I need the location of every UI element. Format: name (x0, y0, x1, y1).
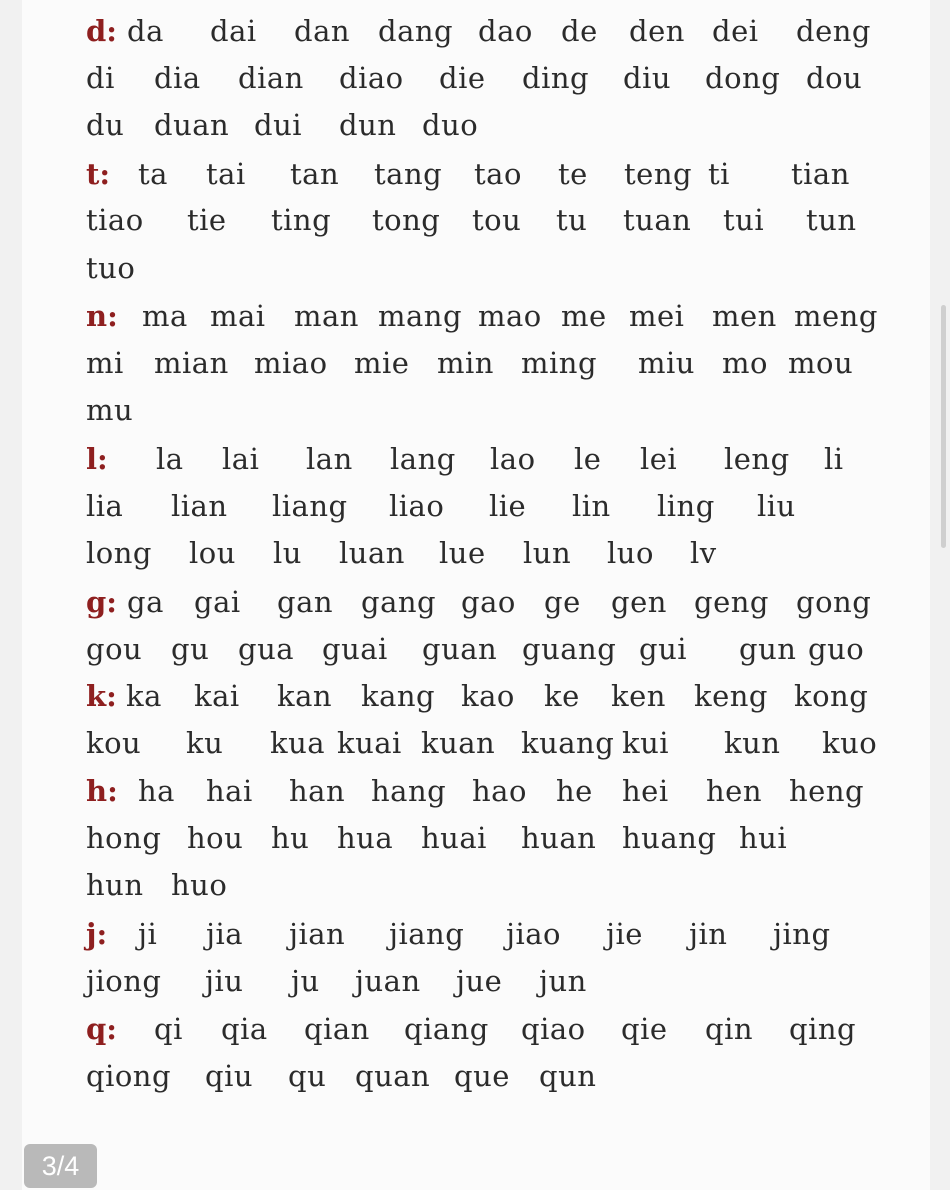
pinyin-syllable: mo (722, 346, 768, 380)
pinyin-syllable: gai (194, 585, 241, 619)
initial-label: l: (86, 442, 108, 476)
pinyin-syllable: tang (374, 157, 443, 191)
pinyin-syllable: lu (273, 536, 302, 570)
pinyin-syllable: gua (238, 632, 295, 666)
initial-label: k: (86, 679, 117, 713)
pinyin-syllable: me (561, 299, 607, 333)
initial-label: g: (86, 585, 117, 619)
pinyin-syllable: dou (806, 61, 863, 95)
pinyin-line (86, 11, 871, 51)
pinyin-line (86, 200, 866, 240)
pinyin-syllable: kuang (521, 726, 615, 760)
pinyin-syllable: huan (521, 821, 597, 855)
pinyin-syllable: te (558, 157, 588, 191)
pinyin-syllable: jiang (389, 917, 465, 951)
pinyin-syllable: huang (622, 821, 717, 855)
pinyin-syllable: gao (461, 585, 516, 619)
pinyin-syllable: mei (629, 299, 685, 333)
pinyin-syllable: mie (354, 346, 410, 380)
pinyin-syllable: ji (138, 917, 158, 951)
pinyin-syllable: ting (271, 203, 332, 237)
pinyin-line (86, 343, 866, 383)
pinyin-line (86, 486, 866, 526)
pinyin-syllable: tai (206, 157, 246, 191)
pinyin-syllable: hen (706, 774, 763, 808)
pinyin-syllable: kang (361, 679, 436, 713)
pinyin-syllable: ling (657, 489, 715, 523)
pinyin-syllable: diu (623, 61, 672, 95)
pinyin-syllable: kun (724, 726, 781, 760)
pinyin-syllable: de (561, 14, 598, 48)
pinyin-syllable: qi (154, 1012, 183, 1046)
pinyin-syllable: mang (378, 299, 463, 333)
pinyin-syllable: ming (521, 346, 598, 380)
pinyin-syllable: mou (788, 346, 854, 380)
pinyin-syllable: lian (171, 489, 228, 523)
pinyin-syllable: tan (290, 157, 340, 191)
pinyin-syllable: qiao (521, 1012, 586, 1046)
pinyin-syllable: hu (271, 821, 310, 855)
pinyin-syllable: du (86, 108, 125, 142)
pinyin-syllable: leng (724, 442, 790, 476)
pinyin-syllable: gong (796, 585, 872, 619)
pinyin-syllable: duo (422, 108, 479, 142)
pinyin-syllable: kong (794, 679, 869, 713)
pinyin-syllable: dao (478, 14, 533, 48)
pinyin-syllable: mian (154, 346, 229, 380)
pinyin-line (86, 533, 866, 573)
pinyin-syllable: kuai (337, 726, 402, 760)
pinyin-line (86, 58, 866, 98)
pinyin-syllable: juan (355, 964, 421, 998)
pinyin-syllable: ju (291, 964, 320, 998)
pinyin-syllable: lan (306, 442, 353, 476)
pinyin-syllable: lou (189, 536, 236, 570)
pinyin-syllable: jing (773, 917, 831, 951)
pinyin-syllable: ding (522, 61, 590, 95)
pinyin-syllable: hui (739, 821, 788, 855)
pinyin-syllable: lei (640, 442, 678, 476)
pinyin-syllable: hei (622, 774, 669, 808)
pinyin-syllable: jue (456, 964, 503, 998)
pinyin-syllable: mai (210, 299, 266, 333)
pinyin-syllable: gui (639, 632, 688, 666)
pinyin-syllable: hao (472, 774, 527, 808)
pinyin-syllable: lang (390, 442, 456, 476)
pinyin-syllable: lai (222, 442, 260, 476)
pinyin-syllable: tie (187, 203, 227, 237)
pinyin-syllable: hong (86, 821, 162, 855)
pinyin-line (86, 1009, 866, 1049)
pinyin-syllable: liao (389, 489, 445, 523)
pinyin-syllable: gang (361, 585, 437, 619)
pinyin-syllable: ma (142, 299, 188, 333)
pinyin-line (86, 439, 866, 479)
pinyin-syllable: lv (690, 536, 717, 570)
pinyin-syllable: dia (154, 61, 201, 95)
pinyin-syllable: la (156, 442, 184, 476)
pinyin-line (86, 818, 866, 858)
scrollbar-thumb[interactable] (941, 305, 946, 548)
initial-label: h: (86, 774, 118, 808)
pinyin-syllable: tou (472, 203, 522, 237)
pinyin-syllable: tong (372, 203, 441, 237)
pinyin-syllable: gu (171, 632, 210, 666)
pinyin-syllable: luo (607, 536, 654, 570)
pinyin-syllable: kan (277, 679, 333, 713)
pinyin-syllable: dong (705, 61, 781, 95)
pinyin-syllable: jian (289, 917, 346, 951)
pinyin-syllable: hai (206, 774, 253, 808)
pinyin-syllable: die (439, 61, 486, 95)
pinyin-syllable: tian (791, 157, 850, 191)
pinyin-line (86, 676, 869, 716)
pinyin-syllable: tuan (623, 203, 692, 237)
pinyin-syllable: gen (611, 585, 667, 619)
pinyin-syllable: kai (194, 679, 240, 713)
pinyin-syllable: tu (556, 203, 588, 237)
pinyin-line (86, 582, 872, 622)
pinyin-line (86, 914, 866, 954)
pinyin-syllable: qia (221, 1012, 268, 1046)
pinyin-syllable: qiong (86, 1059, 172, 1093)
pinyin-syllable: lia (86, 489, 124, 523)
pinyin-syllable: mao (478, 299, 542, 333)
pinyin-syllable: lun (523, 536, 572, 570)
pinyin-syllable: guang (522, 632, 617, 666)
pinyin-syllable: dang (378, 14, 454, 48)
initial-label: q: (86, 1012, 117, 1046)
pinyin-syllable: dai (210, 14, 257, 48)
pinyin-syllable: qiu (205, 1059, 254, 1093)
pinyin-syllable: tiao (86, 203, 144, 237)
pinyin-syllable: dun (339, 108, 397, 142)
pinyin-syllable: ta (138, 157, 168, 191)
pinyin-syllable: lao (490, 442, 536, 476)
pinyin-syllable: qu (288, 1059, 327, 1093)
pinyin-syllable: qun (539, 1059, 597, 1093)
pinyin-syllable: huai (421, 821, 487, 855)
pinyin-syllable: jie (606, 917, 643, 951)
pinyin-syllable: guai (322, 632, 388, 666)
pinyin-syllable: men (712, 299, 777, 333)
pinyin-syllable: liu (757, 489, 796, 523)
pinyin-syllable: man (294, 299, 359, 333)
pinyin-syllable: gan (277, 585, 334, 619)
pinyin-syllable: guo (808, 632, 865, 666)
pinyin-syllable: dian (238, 61, 304, 95)
pinyin-syllable: ga (127, 585, 164, 619)
pinyin-syllable: duan (154, 108, 230, 142)
pinyin-syllable: min (437, 346, 494, 380)
pinyin-syllable: kao (461, 679, 515, 713)
pinyin-syllable: hua (337, 821, 394, 855)
pinyin-syllable: quan (355, 1059, 431, 1093)
pinyin-syllable: qing (789, 1012, 857, 1046)
pinyin-syllable: que (454, 1059, 510, 1093)
pinyin-syllable: jiu (205, 964, 244, 998)
pinyin-syllable: lin (572, 489, 611, 523)
pinyin-syllable: ge (544, 585, 581, 619)
pinyin-syllable: lue (439, 536, 486, 570)
pinyin-syllable: qiang (404, 1012, 489, 1046)
pinyin-syllable: li (824, 442, 844, 476)
pinyin-syllable: qie (621, 1012, 668, 1046)
pinyin-syllable: geng (694, 585, 769, 619)
pinyin-syllable: deng (796, 14, 871, 48)
pinyin-syllable: mu (86, 393, 134, 427)
pinyin-syllable: miao (254, 346, 328, 380)
pinyin-syllable: dan (294, 14, 351, 48)
pinyin-syllable: tun (806, 203, 857, 237)
pinyin-syllable: jiao (506, 917, 562, 951)
pinyin-syllable: liang (272, 489, 348, 523)
pinyin-syllable: kui (622, 726, 670, 760)
pinyin-syllable: guan (422, 632, 498, 666)
pinyin-syllable: keng (694, 679, 768, 713)
pinyin-syllable: tui (723, 203, 765, 237)
pinyin-syllable: kou (86, 726, 142, 760)
pinyin-line (86, 105, 866, 145)
pinyin-line (86, 629, 866, 669)
pinyin-syllable: jiong (86, 964, 162, 998)
pinyin-line (86, 154, 866, 194)
pinyin-syllable: gun (739, 632, 797, 666)
pinyin-syllable: hang (371, 774, 447, 808)
pinyin-line (86, 771, 866, 811)
pinyin-line (86, 865, 866, 905)
pinyin-line (86, 296, 878, 336)
pinyin-syllable: den (629, 14, 685, 48)
pinyin-syllable: hun (86, 868, 144, 902)
pinyin-syllable: dei (712, 14, 759, 48)
pinyin-syllable: kuo (822, 726, 878, 760)
pinyin-syllable: luan (339, 536, 405, 570)
pinyin-syllable: tuo (86, 251, 136, 285)
pinyin-syllable: lie (489, 489, 527, 523)
pinyin-syllable: he (556, 774, 593, 808)
pinyin-syllable: heng (789, 774, 865, 808)
pinyin-syllable: han (289, 774, 346, 808)
pinyin-syllable: ken (611, 679, 666, 713)
pinyin-line (86, 1056, 866, 1096)
pinyin-syllable: gou (86, 632, 143, 666)
pinyin-line (86, 390, 866, 430)
initial-label: j: (86, 917, 108, 951)
initial-label: d: (86, 14, 117, 48)
pinyin-syllable: le (574, 442, 602, 476)
pinyin-syllable: ha (138, 774, 175, 808)
pinyin-syllable: huo (171, 868, 228, 902)
pinyin-syllable: jin (689, 917, 728, 951)
pinyin-syllable: teng (624, 157, 693, 191)
initial-label: t: (86, 157, 111, 191)
pinyin-syllable: mi (86, 346, 124, 380)
pinyin-syllable: di (86, 61, 115, 95)
initial-label: n: (86, 299, 118, 333)
pinyin-syllable: da (127, 14, 164, 48)
pinyin-syllable: ka (126, 679, 162, 713)
pinyin-syllable: kuan (421, 726, 496, 760)
pinyin-syllable: kua (270, 726, 326, 760)
pinyin-syllable: tao (474, 157, 522, 191)
pinyin-syllable: ke (544, 679, 580, 713)
pinyin-line (86, 723, 878, 763)
pinyin-syllable: qin (705, 1012, 754, 1046)
pinyin-syllable: jia (206, 917, 244, 951)
pinyin-syllable: meng (794, 299, 878, 333)
pinyin-syllable: ti (708, 157, 730, 191)
pinyin-syllable: diao (339, 61, 404, 95)
pinyin-syllable: hou (187, 821, 244, 855)
pinyin-syllable: long (86, 536, 152, 570)
page-indicator: 3/4 (24, 1144, 97, 1188)
pinyin-syllable: dui (254, 108, 303, 142)
pinyin-syllable: ku (186, 726, 224, 760)
pinyin-line (86, 961, 866, 1001)
pinyin-line (86, 248, 866, 288)
pinyin-syllable: qian (304, 1012, 370, 1046)
pinyin-syllable: jun (539, 964, 587, 998)
pinyin-syllable: miu (638, 346, 695, 380)
